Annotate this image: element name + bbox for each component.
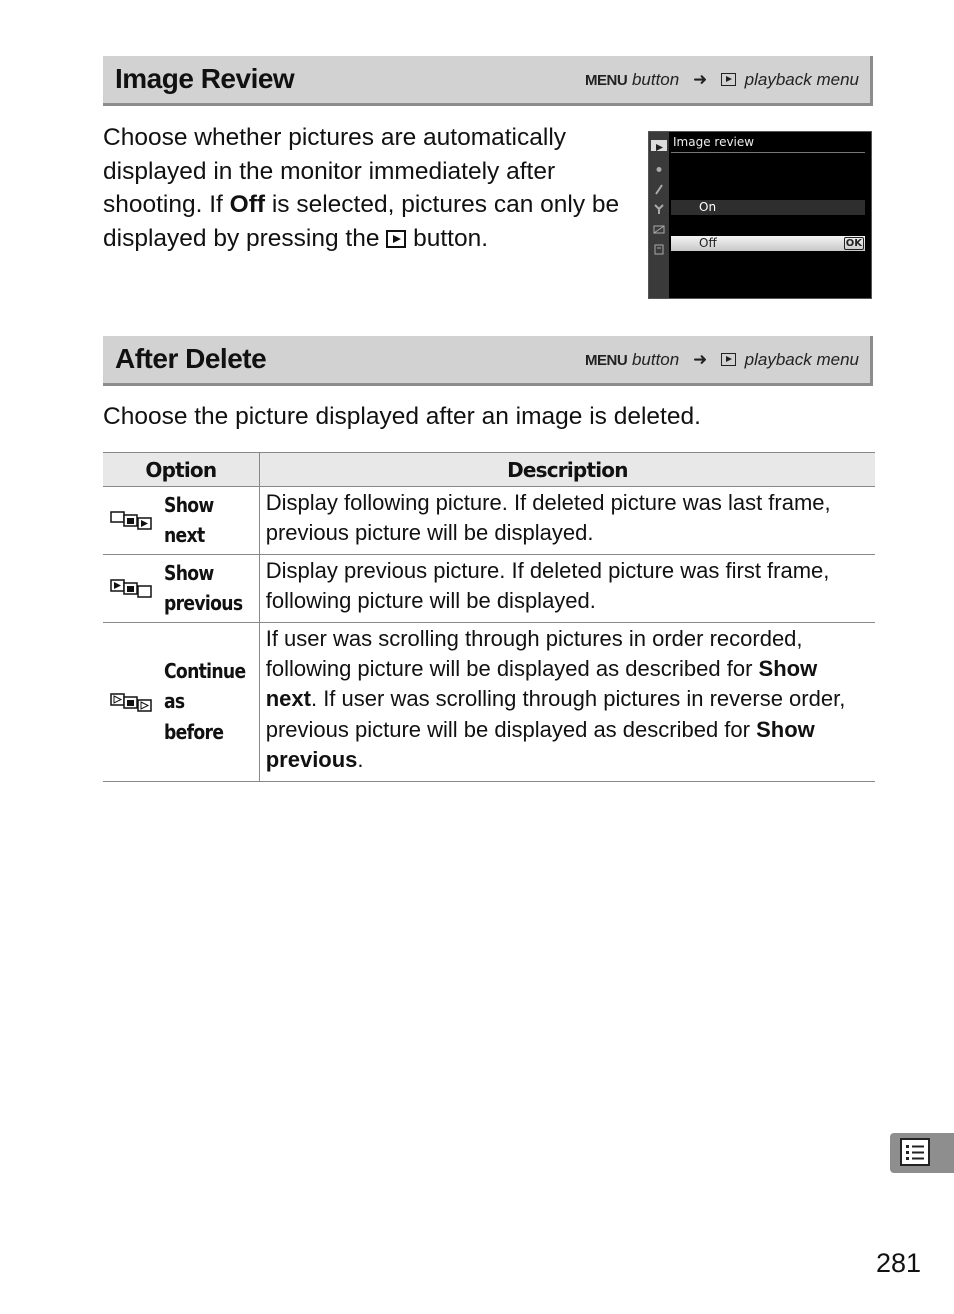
menu-list-icon bbox=[890, 1133, 954, 1173]
option-on[interactable]: On bbox=[671, 200, 865, 215]
continue-as-before-icon bbox=[110, 692, 154, 712]
option-cell bbox=[103, 622, 259, 781]
label-line: previous bbox=[164, 591, 243, 616]
menu-name: playback menu bbox=[744, 350, 859, 369]
menu-tabs bbox=[649, 132, 669, 298]
table-header-row bbox=[103, 453, 875, 487]
label-line: Show bbox=[164, 493, 214, 517]
label-line: as before bbox=[164, 689, 224, 744]
option-label bbox=[164, 656, 245, 747]
shooting-tab-icon bbox=[651, 162, 667, 173]
retouch-tab-icon bbox=[651, 222, 667, 233]
description-text: Choose whether pictures are automatically displayed in the monitor immediately after shooting. If bbox=[103, 124, 567, 219]
menu-guide-tab bbox=[890, 1133, 954, 1173]
show-previous-icon bbox=[110, 578, 154, 598]
image-review-description bbox=[103, 121, 633, 255]
option-label bbox=[164, 490, 214, 551]
table-row bbox=[103, 554, 875, 622]
option-label bbox=[164, 558, 242, 619]
menu-name: playback menu bbox=[744, 70, 859, 89]
label-line: Show bbox=[164, 560, 214, 585]
menu-word: MENU bbox=[585, 352, 628, 369]
description-text: is selected, pictures can only be displayed by pressing the bbox=[103, 191, 620, 252]
option-cell bbox=[103, 487, 259, 555]
description-text: . bbox=[357, 747, 364, 773]
image-review-title: Image Review bbox=[115, 63, 295, 94]
description-text: If user was scrolling through pictures in order recorded, following picture will be displayed as described for bbox=[265, 625, 803, 682]
image-review-menu-path bbox=[585, 70, 859, 90]
option-off[interactable] bbox=[671, 236, 865, 251]
playback-button-icon bbox=[386, 230, 406, 248]
after-delete-header bbox=[103, 336, 873, 386]
menu-word: MENU bbox=[585, 72, 628, 89]
playback-icon bbox=[721, 73, 736, 86]
show-previous-bold: Show previous bbox=[265, 716, 815, 773]
setup-tab-icon bbox=[651, 202, 667, 213]
after-delete-intro: Choose the picture displayed after an image is deleted. bbox=[103, 403, 701, 430]
after-delete-options-table bbox=[103, 452, 875, 782]
description-text: . If user was scrolling through pictures in reverse order, previous picture will be displayed as described for bbox=[265, 686, 846, 742]
playback-icon bbox=[721, 353, 736, 366]
description-cell: Display previous picture. If deleted picture was first frame, following picture will be displayed. bbox=[259, 554, 875, 622]
screen-title: Image review bbox=[673, 135, 755, 149]
page-number: 281 bbox=[875, 1248, 921, 1278]
after-delete-title: After Delete bbox=[115, 343, 267, 374]
camera-monitor-screen bbox=[648, 131, 872, 299]
column-header-option: Option bbox=[103, 453, 259, 487]
description-cell bbox=[259, 622, 875, 781]
table-row bbox=[103, 622, 875, 781]
description-cell: Display following picture. If deleted picture was last frame, previous picture will be displayed. bbox=[259, 487, 875, 555]
label-line: Continue bbox=[164, 659, 246, 684]
arrow-icon: ➜ bbox=[692, 350, 708, 369]
after-delete-menu-path bbox=[585, 350, 859, 370]
my-menu-tab-icon bbox=[651, 242, 667, 253]
description-text: button. bbox=[406, 224, 489, 252]
show-next-icon bbox=[110, 510, 154, 530]
playback-tab-icon bbox=[651, 140, 667, 151]
table-row bbox=[103, 487, 875, 555]
button-word: button bbox=[631, 350, 680, 369]
custom-tab-icon bbox=[651, 182, 667, 193]
arrow-icon: ➜ bbox=[692, 70, 708, 89]
ok-icon: OK bbox=[845, 238, 862, 249]
column-header-description: Description bbox=[259, 453, 875, 487]
divider bbox=[671, 152, 865, 153]
off-bold: Off bbox=[229, 191, 266, 219]
label-line: next bbox=[164, 523, 205, 548]
option-cell bbox=[103, 554, 259, 622]
button-word: button bbox=[631, 70, 680, 89]
show-next-bold: Show next bbox=[265, 656, 818, 712]
image-review-header bbox=[103, 56, 873, 106]
option-off-label: Off bbox=[699, 236, 717, 250]
